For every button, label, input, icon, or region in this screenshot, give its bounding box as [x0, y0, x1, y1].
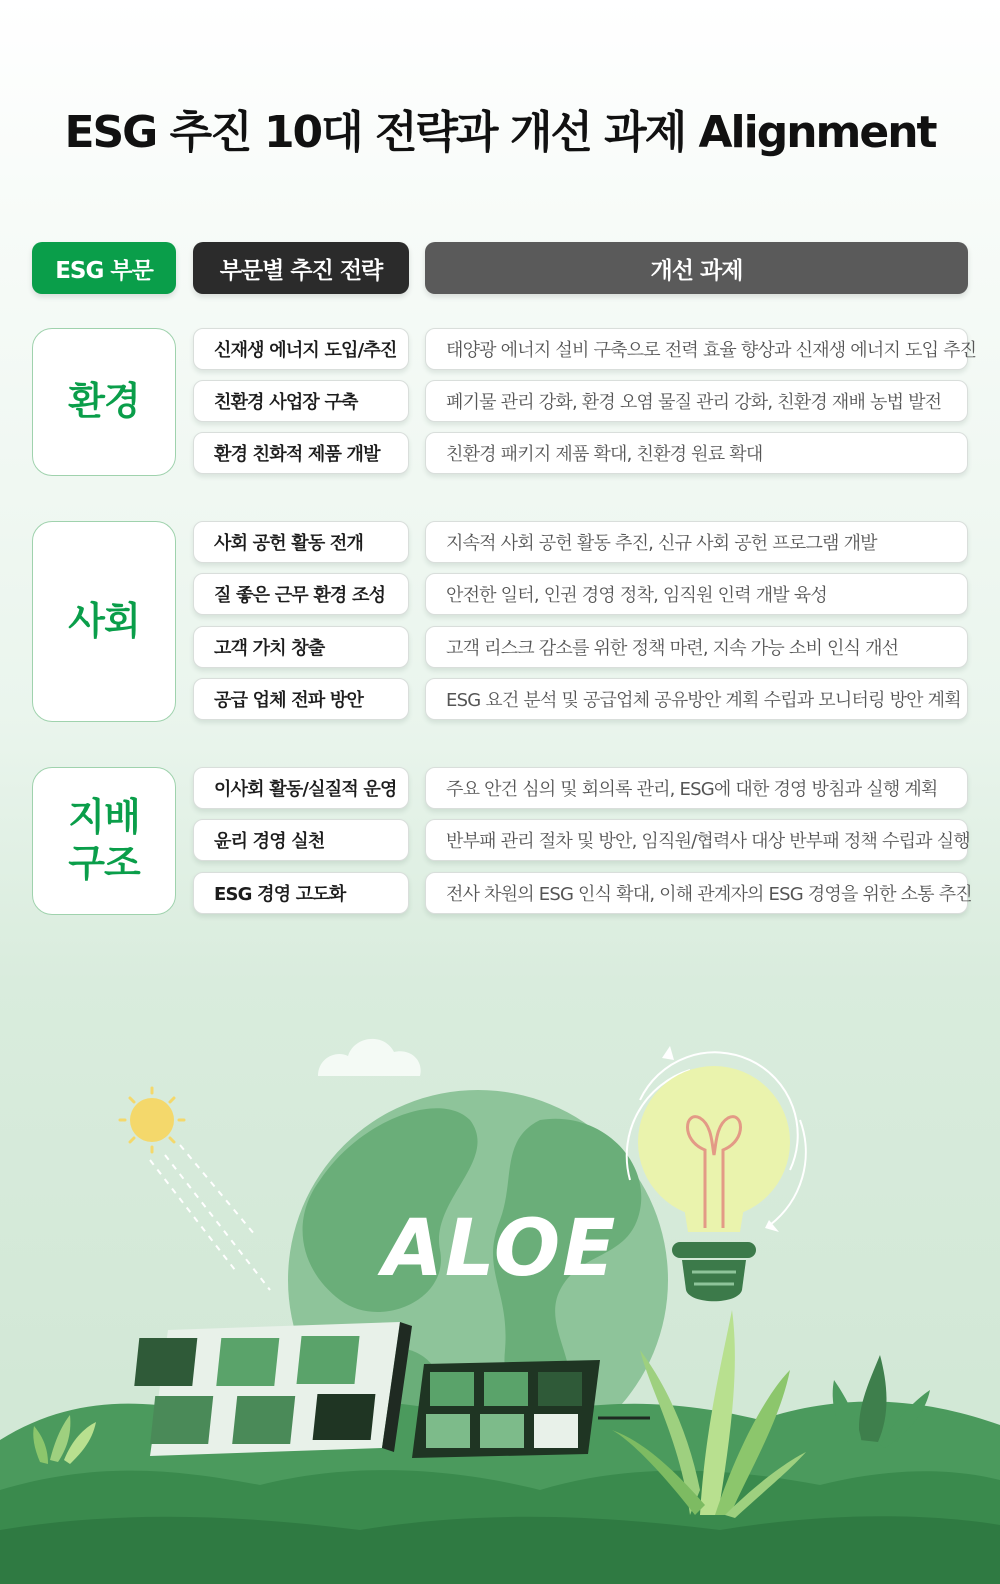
- strategy-item: 이사회 활동/실질적 운영: [193, 767, 409, 809]
- task-item: 반부패 관리 절차 및 방안, 임직원/협력사 대상 반부패 정책 수립과 실행: [425, 819, 968, 861]
- strategy-item: 환경 친화적 제품 개발: [193, 432, 409, 474]
- task-item: 태양광 에너지 설비 구축으로 전력 효율 향상과 신재생 에너지 도입 추진: [425, 328, 968, 370]
- brand-logo-text: ALOE: [382, 1204, 618, 1294]
- sun-icon: [120, 1088, 270, 1290]
- task-item: 폐기물 관리 강화, 환경 오염 물질 관리 강화, 친환경 재배 농법 발전: [425, 380, 968, 422]
- strategy-item: 질 좋은 근무 환경 조성: [193, 573, 409, 615]
- strategy-item: 신재생 에너지 도입/추진: [193, 328, 409, 370]
- strategy-item: 사회 공헌 활동 전개: [193, 521, 409, 563]
- page-title: ESG 추진 10대 전략과 개선 과제 Alignment: [64, 107, 936, 158]
- strategy-item: 윤리 경영 실천: [193, 819, 409, 861]
- category-environment: 환경: [32, 328, 176, 476]
- task-item: 전사 차원의 ESG 인식 확대, 이해 관계자의 ESG 경영을 위한 소통 추진: [425, 872, 968, 914]
- strategy-item: 친환경 사업장 구축: [193, 380, 409, 422]
- task-item: 안전한 일터, 인권 경영 정착, 임직원 인력 개발 육성: [425, 573, 968, 615]
- header-esg-category: ESG 부문: [32, 242, 176, 294]
- task-item: 주요 안건 심의 및 회의록 관리, ESG에 대한 경영 방침과 실행 계획: [425, 767, 968, 809]
- strategy-item: 공급 업체 전파 방안: [193, 678, 409, 720]
- task-item: 고객 리스크 감소를 위한 정책 마련, 지속 가능 소비 인식 개선: [425, 626, 968, 668]
- header-tasks: 개선 과제: [425, 242, 968, 294]
- esg-illustration: [0, 970, 1000, 1584]
- task-item: 친환경 패키지 제품 확대, 친환경 원료 확대: [425, 432, 968, 474]
- task-item: 지속적 사회 공헌 활동 추진, 신규 사회 공헌 프로그램 개발: [425, 521, 968, 563]
- cloud-icon: [318, 1039, 421, 1076]
- task-item: ESG 요건 분석 및 공급업체 공유방안 계획 수립과 모니터링 방안 계획: [425, 678, 968, 720]
- strategy-item: ESG 경영 고도화: [193, 872, 409, 914]
- header-strategy: 부문별 추진 전략: [193, 242, 409, 294]
- category-governance: 지배 구조: [32, 767, 176, 915]
- strategy-item: 고객 가치 창출: [193, 626, 409, 668]
- category-social: 사회: [32, 521, 176, 722]
